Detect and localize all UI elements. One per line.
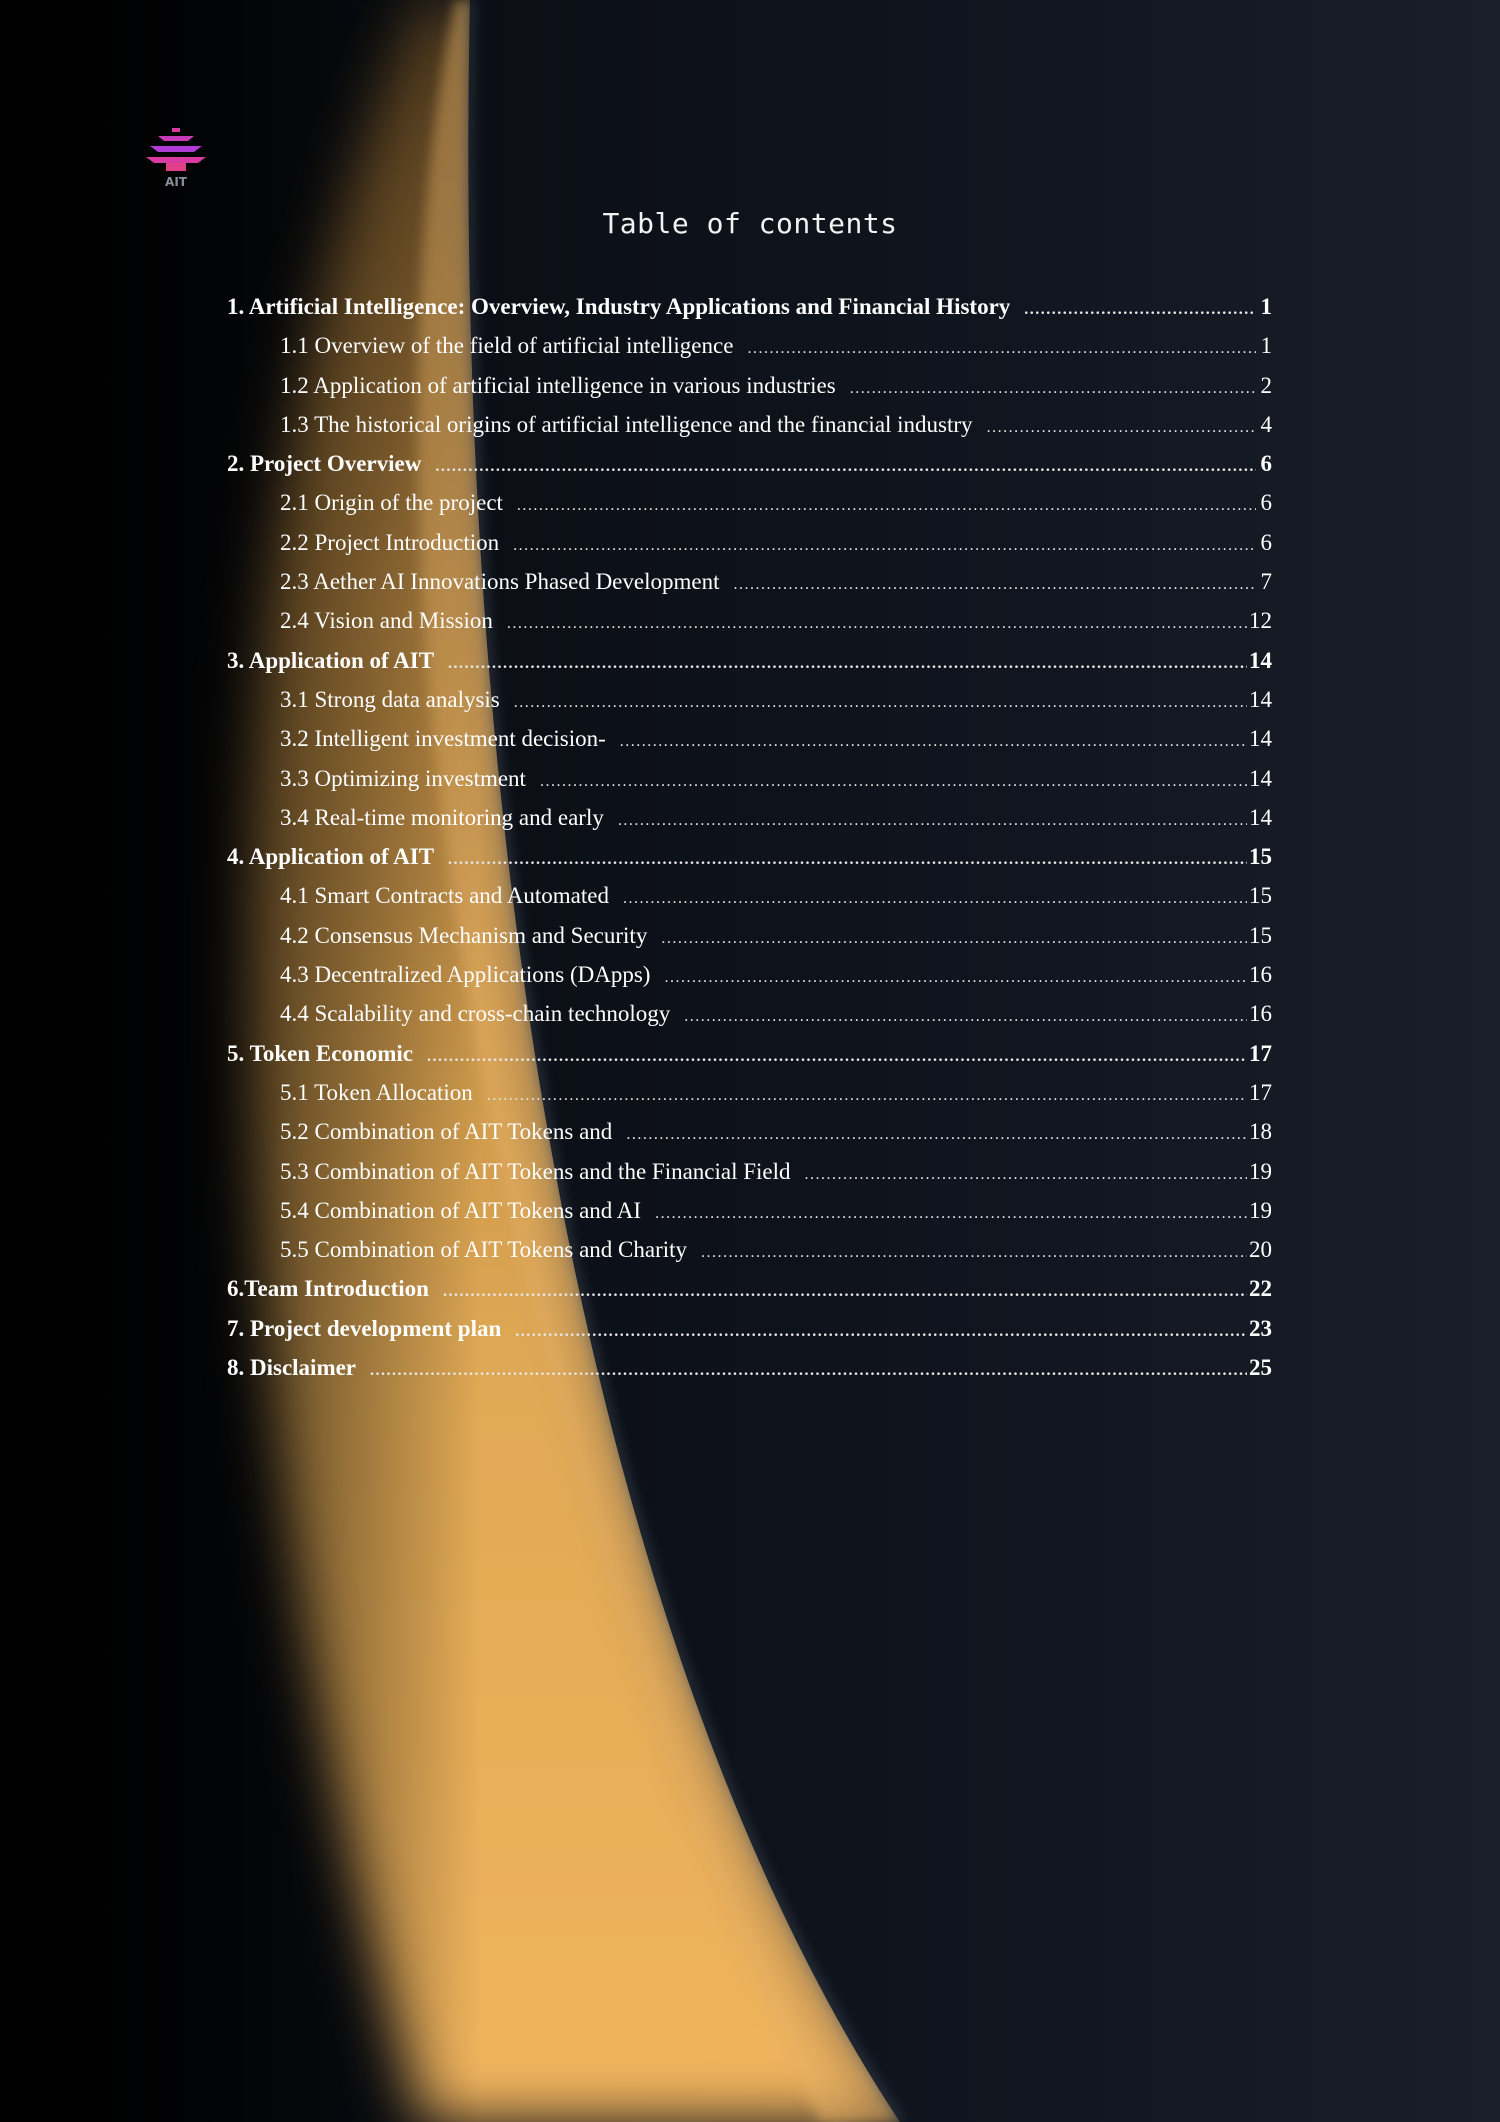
toc-entry-label: 1. Artificial Intelligence: Overview, Industry Applications and Financial History — [227, 294, 1011, 319]
toc-entry-label: 3. Application of AIT — [227, 647, 435, 673]
table-of-contents — [227, 287, 1272, 1387]
toc-entry-label: 3.4 Real-time monitoring and early — [280, 804, 604, 830]
toc-entry-label: 4.4 Scalability and cross-chain technology — [280, 1001, 671, 1027]
toc-entry[interactable] — [227, 798, 1272, 837]
toc-leader-dots — [517, 486, 1256, 525]
logo-text: AIT — [165, 175, 187, 189]
toc-entry-page: 6 — [1260, 451, 1272, 477]
toc-leader-dots — [626, 1115, 1247, 1154]
toc-entry-label: 2. Project Overview — [227, 451, 422, 477]
page-title: Table of contents — [602, 207, 898, 240]
toc-entry[interactable] — [227, 601, 1272, 640]
toc-entry-page: 19 — [1249, 1197, 1272, 1223]
toc-entry-page: 15 — [1249, 922, 1272, 948]
toc-leader-dots — [623, 879, 1247, 918]
toc-entry-page: 23 — [1249, 1315, 1272, 1341]
toc-entry[interactable] — [227, 1269, 1272, 1308]
toc-entry-label: 5.4 Combination of AIT Tokens and AI — [280, 1197, 642, 1223]
toc-entry-label: 4.2 Consensus Mechanism and Security — [280, 922, 648, 948]
toc-entry-page: 17 — [1249, 1079, 1272, 1105]
toc-entry[interactable] — [227, 1073, 1272, 1112]
toc-leader-dots — [664, 958, 1247, 997]
toc-entry[interactable] — [227, 719, 1272, 758]
toc-entry[interactable] — [227, 287, 1272, 326]
toc-entry-page: 14 — [1249, 804, 1272, 830]
toc-leader-dots — [661, 919, 1247, 958]
toc-entry-label: 1.1 Overview of the field of artificial intelligence — [280, 333, 734, 359]
toc-entry-page: 7 — [1260, 569, 1272, 595]
toc-leader-dots — [987, 408, 1256, 447]
toc-entry-label: 5.5 Combination of AIT Tokens and Charity — [280, 1237, 688, 1263]
toc-leader-dots — [427, 1037, 1247, 1076]
toc-leader-dots — [747, 329, 1256, 368]
toc-entry-label: 2.4 Vision and Mission — [280, 608, 493, 634]
toc-entry[interactable] — [227, 444, 1272, 483]
toc-entry-label: 6.Team Introduction — [227, 1276, 429, 1302]
toc-leader-dots — [514, 683, 1247, 722]
toc-entry[interactable] — [227, 1152, 1272, 1191]
toc-leader-dots — [443, 1272, 1247, 1311]
toc-entry-page: 14 — [1249, 647, 1272, 673]
toc-entry-page: 14 — [1249, 686, 1272, 712]
toc-entry-page: 16 — [1249, 1001, 1272, 1027]
toc-entry-label: 1.3 The historical origins of artificial intelligence and the financial industry — [280, 411, 973, 437]
toc-entry[interactable] — [227, 405, 1272, 444]
toc-leader-dots — [701, 1233, 1247, 1272]
toc-leader-dots — [513, 526, 1256, 565]
toc-entry-page: 22 — [1249, 1276, 1272, 1302]
toc-entry[interactable] — [227, 641, 1272, 680]
toc-entry[interactable] — [227, 366, 1272, 405]
toc-entry[interactable] — [227, 1034, 1272, 1073]
toc-entry[interactable] — [227, 1112, 1272, 1151]
toc-leader-dots — [684, 997, 1247, 1036]
toc-entry-page: 20 — [1249, 1237, 1272, 1263]
toc-entry-label: 2.1 Origin of the project — [280, 490, 503, 516]
toc-entry-page: 19 — [1249, 1158, 1272, 1184]
toc-entry[interactable] — [227, 1230, 1272, 1269]
toc-entry-label: 4.3 Decentralized Applications (DApps) — [280, 962, 651, 988]
toc-entry-label: 7. Project development plan — [227, 1315, 502, 1341]
toc-entry[interactable] — [227, 1309, 1272, 1348]
toc-leader-dots — [448, 840, 1247, 879]
toc-entry[interactable] — [227, 483, 1272, 522]
toc-entry-page: 12 — [1249, 608, 1272, 634]
toc-entry-label: 5.3 Combination of AIT Tokens and the Financial Field — [280, 1158, 791, 1184]
toc-entry-page: 6 — [1260, 490, 1272, 516]
toc-entry[interactable] — [227, 994, 1272, 1033]
toc-leader-dots — [540, 762, 1247, 801]
toc-entry-page: 14 — [1249, 765, 1272, 791]
toc-entry[interactable] — [227, 1191, 1272, 1230]
toc-entry-page: 15 — [1249, 844, 1272, 870]
toc-leader-dots — [1024, 290, 1256, 329]
toc-entry-page: 6 — [1260, 529, 1272, 555]
toc-entry-label: 4.1 Smart Contracts and Automated — [280, 883, 609, 909]
toc-entry-label: 8. Disclaimer — [227, 1355, 357, 1381]
toc-entry-label: 2.2 Project Introduction — [280, 529, 500, 555]
toc-entry[interactable] — [227, 1348, 1272, 1387]
toc-leader-dots — [733, 565, 1256, 604]
toc-entry[interactable] — [227, 759, 1272, 798]
toc-entry[interactable] — [227, 955, 1272, 994]
toc-entry-label: 5. Token Economic — [227, 1040, 413, 1066]
toc-leader-dots — [620, 722, 1247, 761]
toc-entry-label: 3.1 Strong data analysis — [280, 686, 500, 712]
toc-entry[interactable] — [227, 876, 1272, 915]
toc-entry-label: 5.2 Combination of AIT Tokens and — [280, 1119, 613, 1145]
toc-entry-label: 4. Application of AIT — [227, 844, 435, 870]
toc-leader-dots — [507, 604, 1247, 643]
toc-entry-label: 3.2 Intelligent investment decision- — [280, 726, 606, 752]
toc-leader-dots — [618, 801, 1247, 840]
toc-leader-dots — [515, 1312, 1247, 1351]
toc-leader-dots — [850, 369, 1256, 408]
toc-entry-page: 15 — [1249, 883, 1272, 909]
toc-leader-dots — [435, 447, 1256, 486]
toc-entry-page: 25 — [1249, 1355, 1272, 1381]
toc-entry-label: 2.3 Aether AI Innovations Phased Development — [280, 569, 720, 595]
toc-entry-page: 4 — [1260, 411, 1272, 437]
toc-entry[interactable] — [227, 837, 1272, 876]
toc-entry[interactable] — [227, 916, 1272, 955]
toc-entry-page: 18 — [1249, 1119, 1272, 1145]
toc-entry[interactable] — [227, 326, 1272, 365]
toc-leader-dots — [448, 644, 1247, 683]
toc-leader-dots — [805, 1155, 1247, 1194]
toc-entry-page: 17 — [1249, 1040, 1272, 1066]
toc-entry[interactable] — [227, 523, 1272, 562]
toc-entry[interactable] — [227, 680, 1272, 719]
toc-entry-page: 14 — [1249, 726, 1272, 752]
toc-entry-label: 3.3 Optimizing investment — [280, 765, 526, 791]
toc-entry-page: 1 — [1260, 294, 1272, 319]
toc-leader-dots — [655, 1194, 1247, 1233]
toc-leader-dots — [370, 1351, 1247, 1390]
toc-entry-page: 1 — [1260, 333, 1272, 359]
toc-leader-dots — [487, 1076, 1247, 1115]
toc-entry-page: 2 — [1260, 372, 1272, 398]
toc-entry-page: 16 — [1249, 962, 1272, 988]
toc-entry-label: 1.2 Application of artificial intelligence in various industries — [280, 372, 836, 398]
toc-entry-label: 5.1 Token Allocation — [280, 1079, 473, 1105]
toc-entry[interactable] — [227, 562, 1272, 601]
